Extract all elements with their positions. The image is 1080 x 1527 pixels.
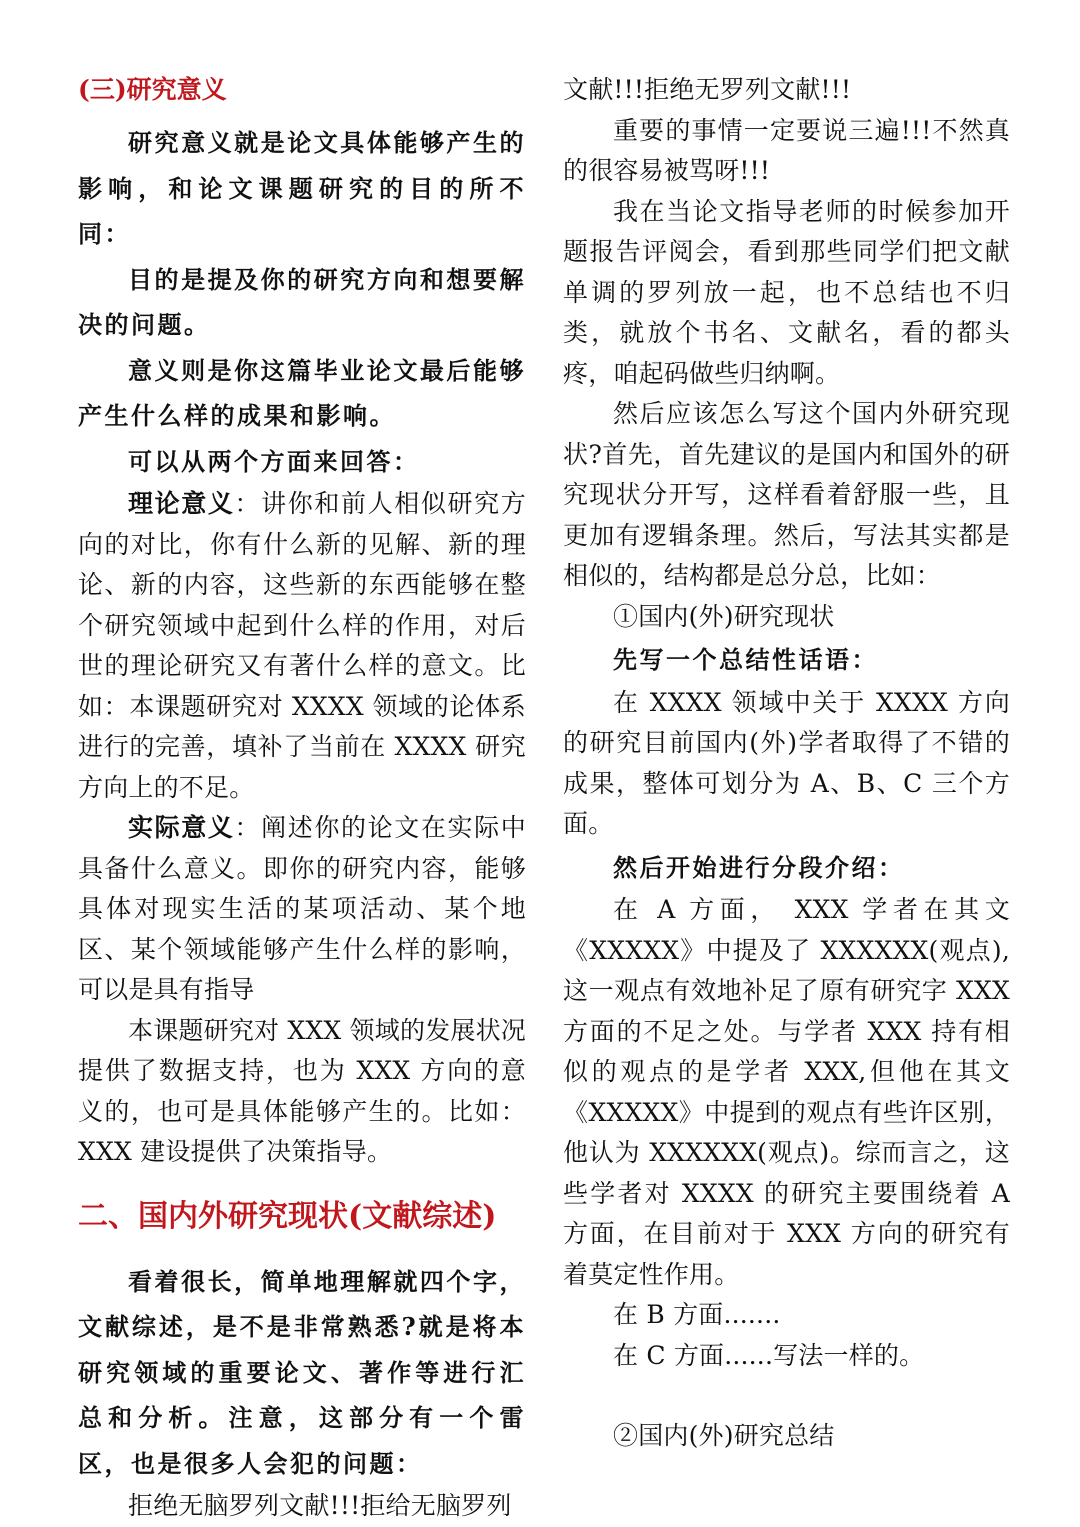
paragraph: 在 B 方面.......	[613, 1300, 781, 1329]
left-column	[78, 70, 526, 1527]
paragraph: 然后应该怎么写这个国内外研究现状?首先，首先建议的是国内和国外的研究现状分开写，这样看着舒服一些，且更加有逻辑条理。然后，写法其实都是相似的，结构都是总分总，比如：	[563, 399, 1010, 590]
paragraph: 意义则是你这篇毕业论文最后能够产生什么样的成果和影响。	[78, 355, 526, 430]
practice-label: 实际意义	[128, 813, 235, 842]
paragraph-instruction: 先写一个总结性话语：	[613, 645, 878, 674]
paragraph: 研究意义就是论文具体能够产生的影响，和论文课题研究的目的所不同：	[78, 128, 526, 248]
paragraph-instruction: 然后开始进行分段介绍：	[613, 852, 905, 882]
theory-label: 理论意义	[128, 489, 235, 518]
right-column	[563, 70, 1010, 1457]
spacer	[563, 1376, 1010, 1416]
section-heading-significance: (三)研究意义	[78, 75, 227, 104]
subheading-domestic-summary: ②国内(外)研究总结	[613, 1421, 835, 1450]
paragraph: 在 A 方面， XXX 学者在其文《XXXXX》中提及了 XXXXXX(观点),这一观点有效地补足了原有研究字 XXX 方面的不足之处。与学者 XXX 持有相似的观点的是学者 XXX,但他在其文《XXXXX》中提到的观点有些许区别，他认为 XXXXXX(观点)。综而言之，这些学者对 XXXX 的研究主要围绕着 A 方面，在目前对于 XXX 方向的研究有着莫定性作用。	[563, 895, 1010, 1289]
section-heading-literature-review: 二、国内外研究现状(文献综述)	[78, 1198, 497, 1234]
theory-text: ：讲你和前人相似研究方向的对比，你有什么新的见解、新的理论、新的内容，这些新的东西能够在整个研究领域中起到什么样的作用，对后世的理论研究又有著什么样的意文。比如：本课题研究对 XXXX 领域的论体系进行的完善，填补了当前在 XXXX 研究方向上的不足。	[78, 489, 526, 802]
subheading-domestic-status: ①国内(外)研究现状	[613, 601, 835, 631]
paragraph: 重要的事情一定要说三遍!!!不然真的很容易被骂呀!!!	[563, 115, 1010, 185]
paragraph: 我在当论文指导老师的时候参加开题报告评阅会，看到那些同学们把文献单调的罗列放一起，也不总结也不归类，就放个书名、文献名，看的都头疼，咱起码做些归纳啊。	[563, 196, 1010, 388]
paragraph: 拒绝无脑罗列文献!!!拒给无脑罗列	[128, 1491, 512, 1520]
paragraph: 在 C 方面......写法一样的。	[613, 1340, 925, 1370]
paragraph: 在 XXXX 领域中关于 XXXX 方向的研究目前国内(外)学者取得了不错的成果，整体可划分为 A、B、C 三个方面。	[563, 687, 1010, 838]
paragraph: 本课题研究对 XXX 领域的发展状况提供了数据支持，也为 XXX 方向的意义的，也可是具体能够产生的。比如：XXX 建设提供了决策指导。	[78, 1015, 526, 1166]
paragraph-practice	[78, 808, 526, 1011]
paragraph-continued: 文献!!!拒绝无罗列文献!!!	[563, 75, 852, 104]
practice-text: ：阐述你的论文在实际中具备什么意义。即你的研究内容，能够具体对现实生活的某项活动、某个地区、某个领域能够产生什么样的影响，可以是具有指导	[78, 813, 526, 1004]
paragraph: 目的是提及你的研究方向和想要解决的问题。	[78, 264, 526, 339]
paragraph: 看着很长，简单地理解就四个字，文献综述，是不是非常熟悉?就是将本研究领域的重要论文、著作等进行汇总和分析。注意，这部分有一个雷区，也是很多人会犯的问题：	[78, 1266, 526, 1478]
paragraph-theory	[78, 484, 526, 808]
paragraph: 可以从两个方面来回答：	[128, 446, 420, 476]
